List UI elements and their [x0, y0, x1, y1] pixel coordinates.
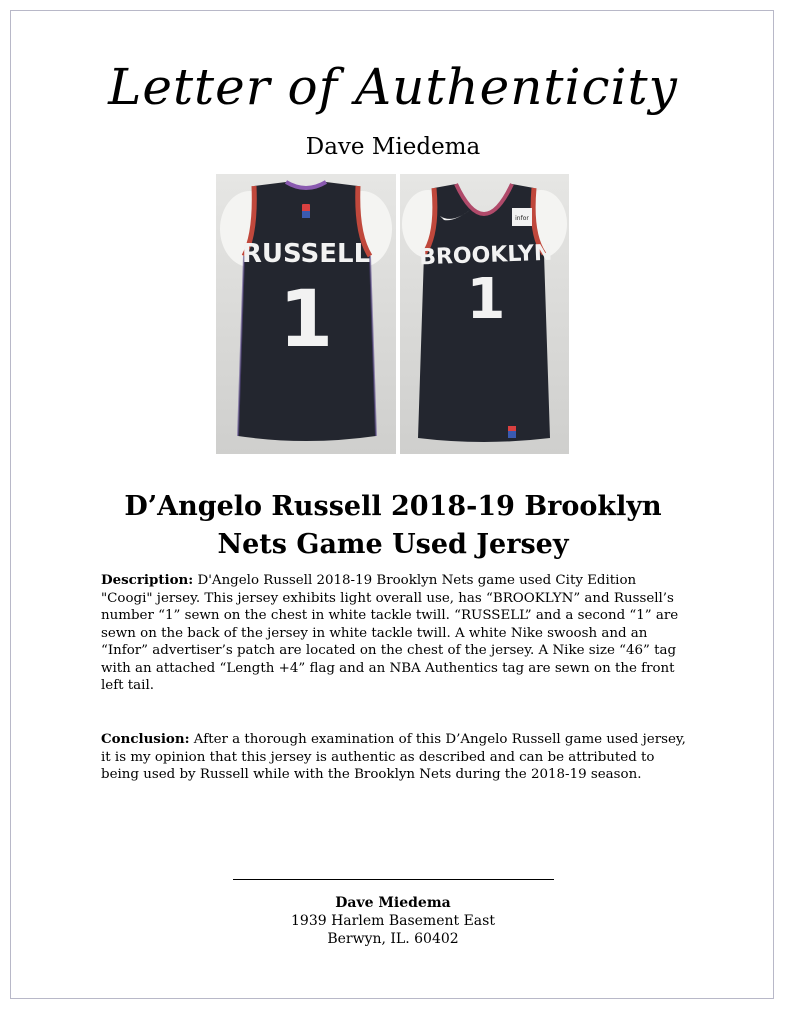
conclusion-paragraph [101, 731, 691, 784]
jersey-front-number: 1 [466, 267, 506, 332]
description-text: D'Angelo Russell 2018-19 Brooklyn Nets game used City Edition "Coogi" jersey. This jersey exhibits light overall use, has “BROOKLYN” and Russell’s number “1” sewn on the chest in white tackle twill. “RUSSELL” and a second “1” are sewn on the back of the jersey in white tackle twill. A white Nike swoosh and an “Infor” advertiser’s patch are located on the chest of the jersey. A Nike size “46” tag with an attached “Length +4” flag and an NBA Authentics tag are sewn on the front left tail. [101, 573, 679, 693]
signer-address-line-1: 1939 Harlem Basement East [291, 913, 495, 929]
headline-line-1: D’Angelo Russell 2018-19 Brooklyn [124, 491, 662, 522]
signature-block [0, 894, 786, 948]
description-label: Description: [101, 572, 194, 588]
document-title: Letter of Authenticity [108, 58, 678, 116]
jersey-front-illustration [400, 174, 569, 454]
infor-patch-text: infor [515, 215, 529, 222]
jersey-front-team: BROOKLYN [418, 240, 553, 271]
jersey-headline [60, 488, 726, 564]
signer-address-line-2: Berwyn, IL. 60402 [327, 931, 459, 947]
jersey-back-photo [216, 174, 396, 454]
author-name: Dave Miedema [305, 134, 481, 160]
signer-name: Dave Miedema [335, 895, 451, 911]
signature-line [233, 879, 554, 880]
conclusion-text: After a thorough examination of this D’Angelo Russell game used jersey, it is my opinion that this jersey is authentic as described and can be attributed to being used by Russell while with the Brooklyn Nets during the 2018-19 season. [101, 732, 686, 782]
conclusion-label: Conclusion: [101, 731, 190, 747]
headline-line-2: Nets Game Used Jersey [217, 529, 569, 560]
jersey-front-photo [400, 174, 569, 454]
jersey-back-illustration [216, 174, 396, 454]
jersey-back-name: RUSSELL [241, 239, 371, 269]
description-paragraph [101, 572, 691, 695]
jersey-back-number: 1 [278, 275, 334, 365]
